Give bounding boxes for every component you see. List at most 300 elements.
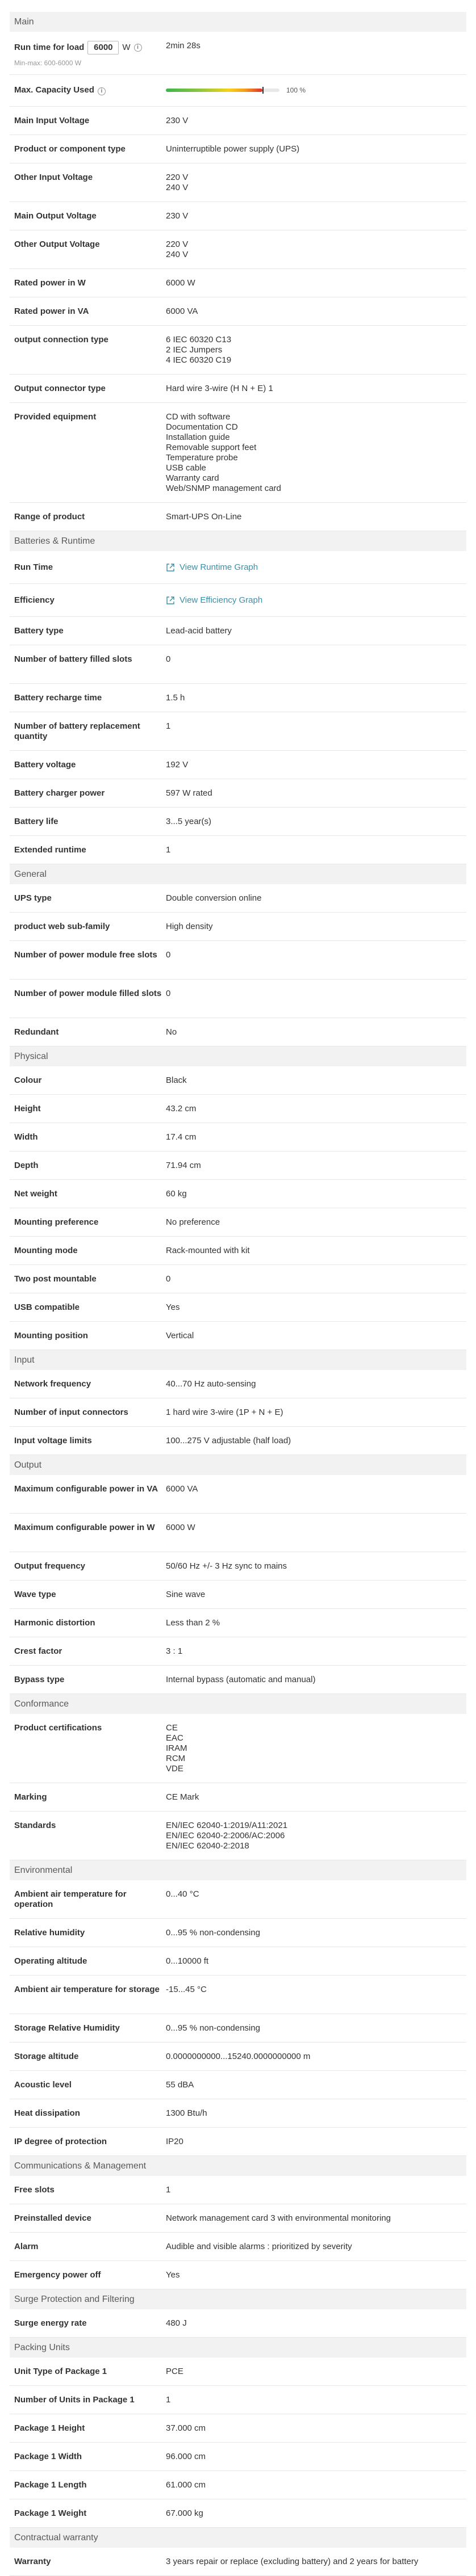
spec-value — [166, 85, 466, 95]
spec-value-line: Audible and visible alarms : prioritized by severity — [166, 2242, 352, 2251]
spec-value — [166, 1821, 466, 1851]
spec-value-line: Yes — [166, 2270, 180, 2280]
spec-value — [166, 626, 466, 636]
spec-value-line: 597 W rated — [166, 788, 212, 798]
spec-label — [10, 41, 166, 68]
spec-value-line: Uninterruptible power supply (UPS) — [166, 144, 300, 154]
spec-value — [166, 173, 466, 193]
spec-value — [166, 1792, 466, 1802]
spec-label-text: Mounting position — [14, 1331, 88, 1340]
spec-label — [10, 1161, 166, 1171]
spec-value-line: Vertical — [166, 1331, 194, 1340]
spec-label — [10, 2023, 166, 2033]
spec-row-battery-life — [10, 808, 466, 836]
spec-value-line: Warranty card — [166, 473, 219, 483]
spec-value — [166, 2270, 466, 2280]
spec-value-line: 71.94 cm — [166, 1161, 201, 1170]
spec-label — [10, 384, 166, 394]
spec-row-net-weight — [10, 1180, 466, 1208]
spec-label-text: Main Output Voltage — [14, 211, 97, 221]
spec-label — [10, 2480, 166, 2490]
spec-label-text: Unit Type of Package 1 — [14, 2367, 107, 2376]
spec-label — [10, 1523, 166, 1533]
section-header-environmental: Environmental — [10, 1860, 466, 1880]
load-input[interactable]: 6000 — [87, 41, 119, 54]
spec-label-text: Package 1 Weight — [14, 2508, 87, 2518]
spec-label — [10, 1274, 166, 1284]
spec-table — [10, 12, 466, 2576]
spec-row-colour — [10, 1066, 466, 1095]
spec-value — [166, 2318, 466, 2329]
spec-value — [166, 1436, 466, 1446]
spec-label — [10, 1928, 166, 1938]
spec-label-text: Number of input connectors — [14, 1407, 128, 1417]
section-header-contractual-warranty: Contractual warranty — [10, 2528, 466, 2548]
spec-value-line: 67.000 kg — [166, 2508, 203, 2518]
spec-label-text: Depth — [14, 1161, 39, 1170]
spec-value — [166, 1675, 466, 1685]
spec-label-text: Storage altitude — [14, 2052, 79, 2061]
spec-label-text: Preinstalled device — [14, 2213, 91, 2223]
section-header-communications-management: Communications & Management — [10, 2156, 466, 2176]
info-icon[interactable]: i — [134, 44, 142, 52]
spec-label-text: Colour — [14, 1075, 42, 1085]
spec-row-battery-type — [10, 617, 466, 645]
spec-value-line: 40...70 Hz auto-sensing — [166, 1379, 256, 1389]
spec-value-line: 6000 W — [166, 1523, 195, 1532]
spec-row-crest-factor — [10, 1637, 466, 1666]
spec-label — [10, 1985, 166, 1995]
spec-value-line: 50/60 Hz +/- 3 Hz sync to mains — [166, 1561, 287, 1571]
spec-value-line: 0...40 °C — [166, 1889, 199, 1899]
spec-label — [10, 173, 166, 183]
spec-label — [10, 788, 166, 799]
section-header-batteries-runtime: Batteries & Runtime — [10, 531, 466, 551]
spec-label-text: Main Input Voltage — [14, 116, 90, 125]
spec-value-line: 6000 W — [166, 278, 195, 288]
spec-label-text: Product or component type — [14, 144, 126, 154]
spec-label-text: output connection type — [14, 335, 108, 344]
spec-value — [166, 412, 466, 494]
spec-row-storage-altitude — [10, 2043, 466, 2071]
spec-value-line: 43.2 cm — [166, 1104, 197, 1113]
spec-value — [166, 116, 466, 126]
graph-link[interactable] — [166, 562, 258, 573]
spec-label — [10, 1189, 166, 1199]
spec-value — [166, 1646, 466, 1657]
spec-value-line: 0.0000000000...15240.0000000000 m — [166, 2052, 311, 2061]
spec-value-line: 1 — [166, 721, 171, 731]
spec-value-line: Rack-mounted with kit — [166, 1246, 250, 1255]
spec-label-text: Product certifications — [14, 1723, 102, 1733]
spec-label-text: Net weight — [14, 1189, 57, 1199]
spec-label — [10, 817, 166, 827]
spec-label-text: UPS type — [14, 893, 52, 903]
spec-row-extended-runtime — [10, 836, 466, 864]
spec-value — [166, 1132, 466, 1142]
section-header-packing-units: Packing Units — [10, 2338, 466, 2358]
spec-value-line: 1 — [166, 845, 171, 855]
spec-label-text: Storage Relative Humidity — [14, 2023, 120, 2033]
spec-label — [10, 2508, 166, 2519]
spec-value — [166, 2023, 466, 2033]
spec-row-emergency-power-off — [10, 2261, 466, 2289]
spec-value-line: VDE — [166, 1764, 183, 1774]
section-header-main: Main — [10, 12, 466, 32]
spec-label-text: IP degree of protection — [14, 2137, 107, 2146]
spec-row-number-of-power-module-free-slots — [10, 941, 466, 980]
section-header-general: General — [10, 864, 466, 884]
spec-row-marking — [10, 1783, 466, 1812]
spec-value — [166, 788, 466, 799]
spec-label-text: Ambient air temperature for operation — [14, 1889, 127, 1909]
spec-row-mounting-mode — [10, 1237, 466, 1265]
spec-label — [10, 721, 166, 742]
spec-row-mounting-position — [10, 1322, 466, 1350]
spec-label-text: Redundant — [14, 1027, 59, 1037]
spec-value-line: 1300 Btu/h — [166, 2108, 207, 2118]
spec-value — [166, 1161, 466, 1171]
spec-label — [10, 1646, 166, 1657]
section-header-input: Input — [10, 1350, 466, 1370]
spec-value — [166, 1331, 466, 1341]
spec-value-line: 0 — [166, 1274, 171, 1284]
section-header-surge-protection-and-filtering: Surge Protection and Filtering — [10, 2289, 466, 2309]
spec-label — [10, 595, 166, 606]
spec-label-text: Number of battery filled slots — [14, 654, 132, 664]
spec-value-line: 1 — [166, 2185, 171, 2195]
spec-label — [10, 239, 166, 250]
spec-row-relative-humidity — [10, 1919, 466, 1947]
spec-value-line: CD with software — [166, 412, 231, 422]
spec-row-battery-charger-power — [10, 779, 466, 808]
spec-value — [166, 595, 466, 608]
spec-value-line: 6000 VA — [166, 1484, 198, 1494]
spec-label-text: Maximum configurable power in W — [14, 1523, 155, 1532]
spec-value — [166, 2557, 466, 2567]
spec-value — [166, 922, 466, 932]
spec-row-maximum-configurable-power-in-w — [10, 1514, 466, 1552]
spec-row-two-post-mountable — [10, 1265, 466, 1293]
spec-value-line: 0 — [166, 989, 171, 998]
spec-value-line: Temperature probe — [166, 453, 238, 463]
spec-label — [10, 1723, 166, 1733]
capacity-bar — [166, 89, 279, 92]
spec-row-ups-type — [10, 884, 466, 913]
spec-value — [166, 384, 466, 394]
spec-label — [10, 2080, 166, 2090]
spec-label-text: Package 1 Width — [14, 2452, 82, 2461]
spec-value-line: 0 — [166, 950, 171, 960]
spec-value-line: Yes — [166, 1302, 180, 1312]
spec-label-text: Number of Units in Package 1 — [14, 2395, 135, 2405]
spec-row-other-input-voltage — [10, 163, 466, 202]
spec-row-ambient-air-temperature-for-storage — [10, 1976, 466, 2014]
spec-label-text: Other Input Voltage — [14, 173, 93, 182]
spec-value — [166, 306, 466, 317]
spec-value — [166, 1985, 466, 1995]
spec-row-efficiency — [10, 584, 466, 617]
spec-row-ambient-air-temperature-for-operation — [10, 1880, 466, 1919]
spec-value-line: 480 J — [166, 2318, 187, 2328]
spec-label — [10, 1590, 166, 1600]
spec-value-line: 0...10000 ft — [166, 1956, 209, 1966]
info-icon[interactable]: i — [98, 87, 106, 95]
spec-row-storage-relative-humidity — [10, 2014, 466, 2043]
spec-row-package-1-weight — [10, 2499, 466, 2528]
spec-row-input-voltage-limits — [10, 1427, 466, 1455]
spec-label-text: Number of power module free slots — [14, 950, 157, 960]
spec-label-text: Surge energy rate — [14, 2318, 87, 2328]
spec-row-usb-compatible — [10, 1293, 466, 1322]
spec-label — [10, 2318, 166, 2329]
spec-row-product-certifications — [10, 1714, 466, 1783]
spec-value — [166, 950, 466, 960]
spec-value — [166, 893, 466, 904]
spec-value-line: PCE — [166, 2367, 183, 2376]
spec-value — [166, 2185, 466, 2195]
spec-value — [166, 817, 466, 827]
load-minmax: Min-max: 600-6000 W — [14, 59, 82, 67]
spec-value-line: 6000 VA — [166, 306, 198, 316]
spec-value-line: 240 V — [166, 183, 189, 192]
spec-value-line: 1 — [166, 2395, 171, 2405]
spec-label — [10, 1246, 166, 1256]
spec-value-line: 3 : 1 — [166, 1646, 183, 1656]
spec-label — [10, 2423, 166, 2434]
spec-value-line: Hard wire 3-wire (H N + E) 1 — [166, 384, 273, 393]
spec-row-surge-energy-rate — [10, 2309, 466, 2338]
spec-label — [10, 2213, 166, 2224]
spec-value — [166, 1956, 466, 1966]
spec-row-mounting-preference — [10, 1208, 466, 1237]
spec-row-height — [10, 1095, 466, 1123]
spec-row-heat-dissipation — [10, 2099, 466, 2128]
spec-label — [10, 412, 166, 422]
spec-label — [10, 335, 166, 345]
spec-value — [166, 211, 466, 221]
spec-row-number-of-input-connectors — [10, 1398, 466, 1427]
section-header-output: Output — [10, 1455, 466, 1475]
spec-value — [166, 512, 466, 522]
spec-label — [10, 1618, 166, 1628]
spec-row-package-1-length — [10, 2471, 466, 2499]
spec-value — [166, 278, 466, 288]
spec-row-product-or-component-type — [10, 135, 466, 163]
spec-label — [10, 116, 166, 126]
spec-label-text: USB compatible — [14, 1302, 80, 1312]
spec-label — [10, 1331, 166, 1341]
spec-value — [166, 1407, 466, 1418]
spec-value-line: Double conversion online — [166, 893, 262, 903]
spec-label — [10, 1821, 166, 1831]
section-header-conformance: Conformance — [10, 1694, 466, 1714]
spec-label-text: Battery recharge time — [14, 693, 102, 703]
spec-row-alarm — [10, 2233, 466, 2261]
spec-row-provided-equipment — [10, 403, 466, 503]
spec-label — [10, 1675, 166, 1685]
spec-row-wave-type — [10, 1581, 466, 1609]
spec-label — [10, 1075, 166, 1086]
spec-label-text: Output frequency — [14, 1561, 86, 1571]
spec-label-text: Free slots — [14, 2185, 55, 2195]
spec-value-line: EN/IEC 62040-2:2018 — [166, 1841, 249, 1851]
spec-label-text: Operating altitude — [14, 1956, 87, 1966]
spec-label — [10, 1132, 166, 1142]
capacity-percent: 100 % — [286, 86, 306, 95]
spec-value — [166, 1484, 466, 1494]
spec-row-other-output-voltage — [10, 230, 466, 269]
spec-value — [166, 2395, 466, 2405]
spec-value-line: 1 hard wire 3-wire (1P + N + E) — [166, 1407, 283, 1417]
spec-row-run-time — [10, 551, 466, 584]
spec-value-line: 220 V — [166, 239, 189, 249]
spec-value — [166, 1274, 466, 1284]
spec-value — [166, 721, 466, 732]
spec-value-line: 37.000 cm — [166, 2423, 206, 2433]
spec-row-bypass-type — [10, 1666, 466, 1694]
spec-label-text: Extended runtime — [14, 845, 86, 855]
spec-row-run-time-for-load — [10, 32, 466, 75]
spec-label-text: Maximum configurable power in VA — [14, 1484, 158, 1494]
spec-value — [166, 2108, 466, 2119]
spec-value — [166, 1523, 466, 1533]
spec-row-harmonic-distortion — [10, 1609, 466, 1637]
spec-row-maximum-configurable-power-in-va — [10, 1475, 466, 1514]
section-header-physical: Physical — [10, 1047, 466, 1066]
spec-label — [10, 654, 166, 665]
spec-value-line: 1.5 h — [166, 693, 185, 703]
spec-label — [10, 845, 166, 855]
spec-label-text: Marking — [14, 1792, 47, 1802]
spec-value — [166, 1618, 466, 1628]
spec-value — [166, 1889, 466, 1900]
spec-label-text: Width — [14, 1132, 38, 1142]
spec-value-line: Less than 2 % — [166, 1618, 220, 1628]
spec-value-line: Documentation CD — [166, 422, 238, 432]
spec-row-output-frequency — [10, 1552, 466, 1581]
spec-label-text: product web sub-family — [14, 922, 110, 931]
spec-label — [10, 693, 166, 703]
spec-value — [166, 41, 466, 51]
spec-label-text: Rated power in W — [14, 278, 86, 288]
spec-label — [10, 2108, 166, 2119]
spec-value-line: 17.4 cm — [166, 1132, 197, 1142]
spec-value-line: 6 IEC 60320 C13 — [166, 335, 232, 344]
spec-value — [166, 2423, 466, 2434]
spec-label — [10, 760, 166, 770]
spec-value-line: IRAM — [166, 1743, 187, 1753]
spec-label-text: Harmonic distortion — [14, 1618, 95, 1628]
spec-row-number-of-battery-filled-slots — [10, 645, 466, 684]
spec-label — [10, 2185, 166, 2195]
spec-row-battery-recharge-time — [10, 684, 466, 712]
spec-value — [166, 2508, 466, 2519]
spec-row-network-frequency — [10, 1370, 466, 1398]
spec-label — [10, 2395, 166, 2405]
spec-label-text: Heat dissipation — [14, 2108, 80, 2118]
spec-label — [10, 278, 166, 288]
graph-link[interactable] — [166, 595, 262, 606]
spec-value-line: EN/IEC 62040-2:2006/AC:2006 — [166, 1831, 285, 1840]
spec-label-text: Alarm — [14, 2242, 39, 2251]
spec-label-text: Other Output Voltage — [14, 239, 100, 249]
load-unit: W — [122, 43, 131, 52]
spec-row-rated-power-in-w — [10, 269, 466, 297]
spec-label-text: Package 1 Length — [14, 2480, 87, 2490]
spec-value-line: No — [166, 1027, 177, 1037]
spec-label — [10, 562, 166, 573]
spec-value — [166, 2452, 466, 2462]
spec-value-line: 4 IEC 60320 C19 — [166, 355, 232, 365]
spec-value-line: Black — [166, 1075, 187, 1085]
spec-label — [10, 626, 166, 636]
spec-value-line: 96.000 cm — [166, 2452, 206, 2461]
spec-label — [10, 1217, 166, 1228]
spec-label-text: Two post mountable — [14, 1274, 97, 1284]
graph-link-text: View Runtime Graph — [179, 562, 258, 572]
spec-value — [166, 1302, 466, 1313]
spec-value — [166, 1590, 466, 1600]
spec-value-line: Network management card 3 with environmental monitoring — [166, 2213, 391, 2223]
spec-value-line: 240 V — [166, 250, 189, 259]
spec-value — [166, 335, 466, 365]
spec-label — [10, 306, 166, 317]
spec-label-text: Ambient air temperature for storage — [14, 1985, 160, 1994]
spec-value — [166, 2480, 466, 2490]
spec-label-text: Output connector type — [14, 384, 106, 393]
spec-label-text: Number of power module filled slots — [14, 989, 162, 998]
spec-value — [166, 239, 466, 260]
spec-label-text: Battery life — [14, 817, 59, 826]
spec-value-line: Sine wave — [166, 1590, 206, 1599]
spec-label-text: Battery voltage — [14, 760, 76, 770]
spec-row-unit-type-of-package-1 — [10, 2358, 466, 2386]
external-link-icon — [166, 596, 175, 605]
spec-value-line: 0...95 % non-condensing — [166, 1928, 260, 1938]
spec-row-max-capacity-used — [10, 75, 466, 107]
spec-label-text: Efficiency — [14, 595, 55, 605]
spec-value-line: 60 kg — [166, 1189, 187, 1199]
spec-value — [166, 2242, 466, 2252]
spec-row-redundant — [10, 1018, 466, 1047]
spec-value — [166, 2213, 466, 2224]
spec-label — [10, 2557, 166, 2567]
spec-value-line: CE Mark — [166, 1792, 199, 1802]
capacity-bar-fill — [166, 89, 262, 92]
spec-row-main-input-voltage — [10, 107, 466, 135]
spec-value — [166, 1723, 466, 1774]
spec-label — [10, 1484, 166, 1494]
spec-label — [10, 1104, 166, 1114]
spec-label-text: Mounting mode — [14, 1246, 78, 1255]
spec-value — [166, 1104, 466, 1114]
spec-value-line: 61.000 cm — [166, 2480, 206, 2490]
spec-value — [166, 989, 466, 999]
spec-label-text: Input voltage limits — [14, 1436, 92, 1445]
spec-value-line: Removable support feet — [166, 443, 257, 452]
spec-label-text: Package 1 Height — [14, 2423, 85, 2433]
spec-label — [10, 922, 166, 932]
spec-row-product-web-sub-family — [10, 913, 466, 941]
spec-label — [10, 1379, 166, 1389]
spec-row-acoustic-level — [10, 2071, 466, 2099]
runtime-value: 2min 28s — [166, 41, 201, 51]
spec-value — [166, 2080, 466, 2090]
spec-label-text: Height — [14, 1104, 41, 1113]
spec-label-text: Crest factor — [14, 1646, 62, 1656]
spec-label — [10, 1956, 166, 1966]
